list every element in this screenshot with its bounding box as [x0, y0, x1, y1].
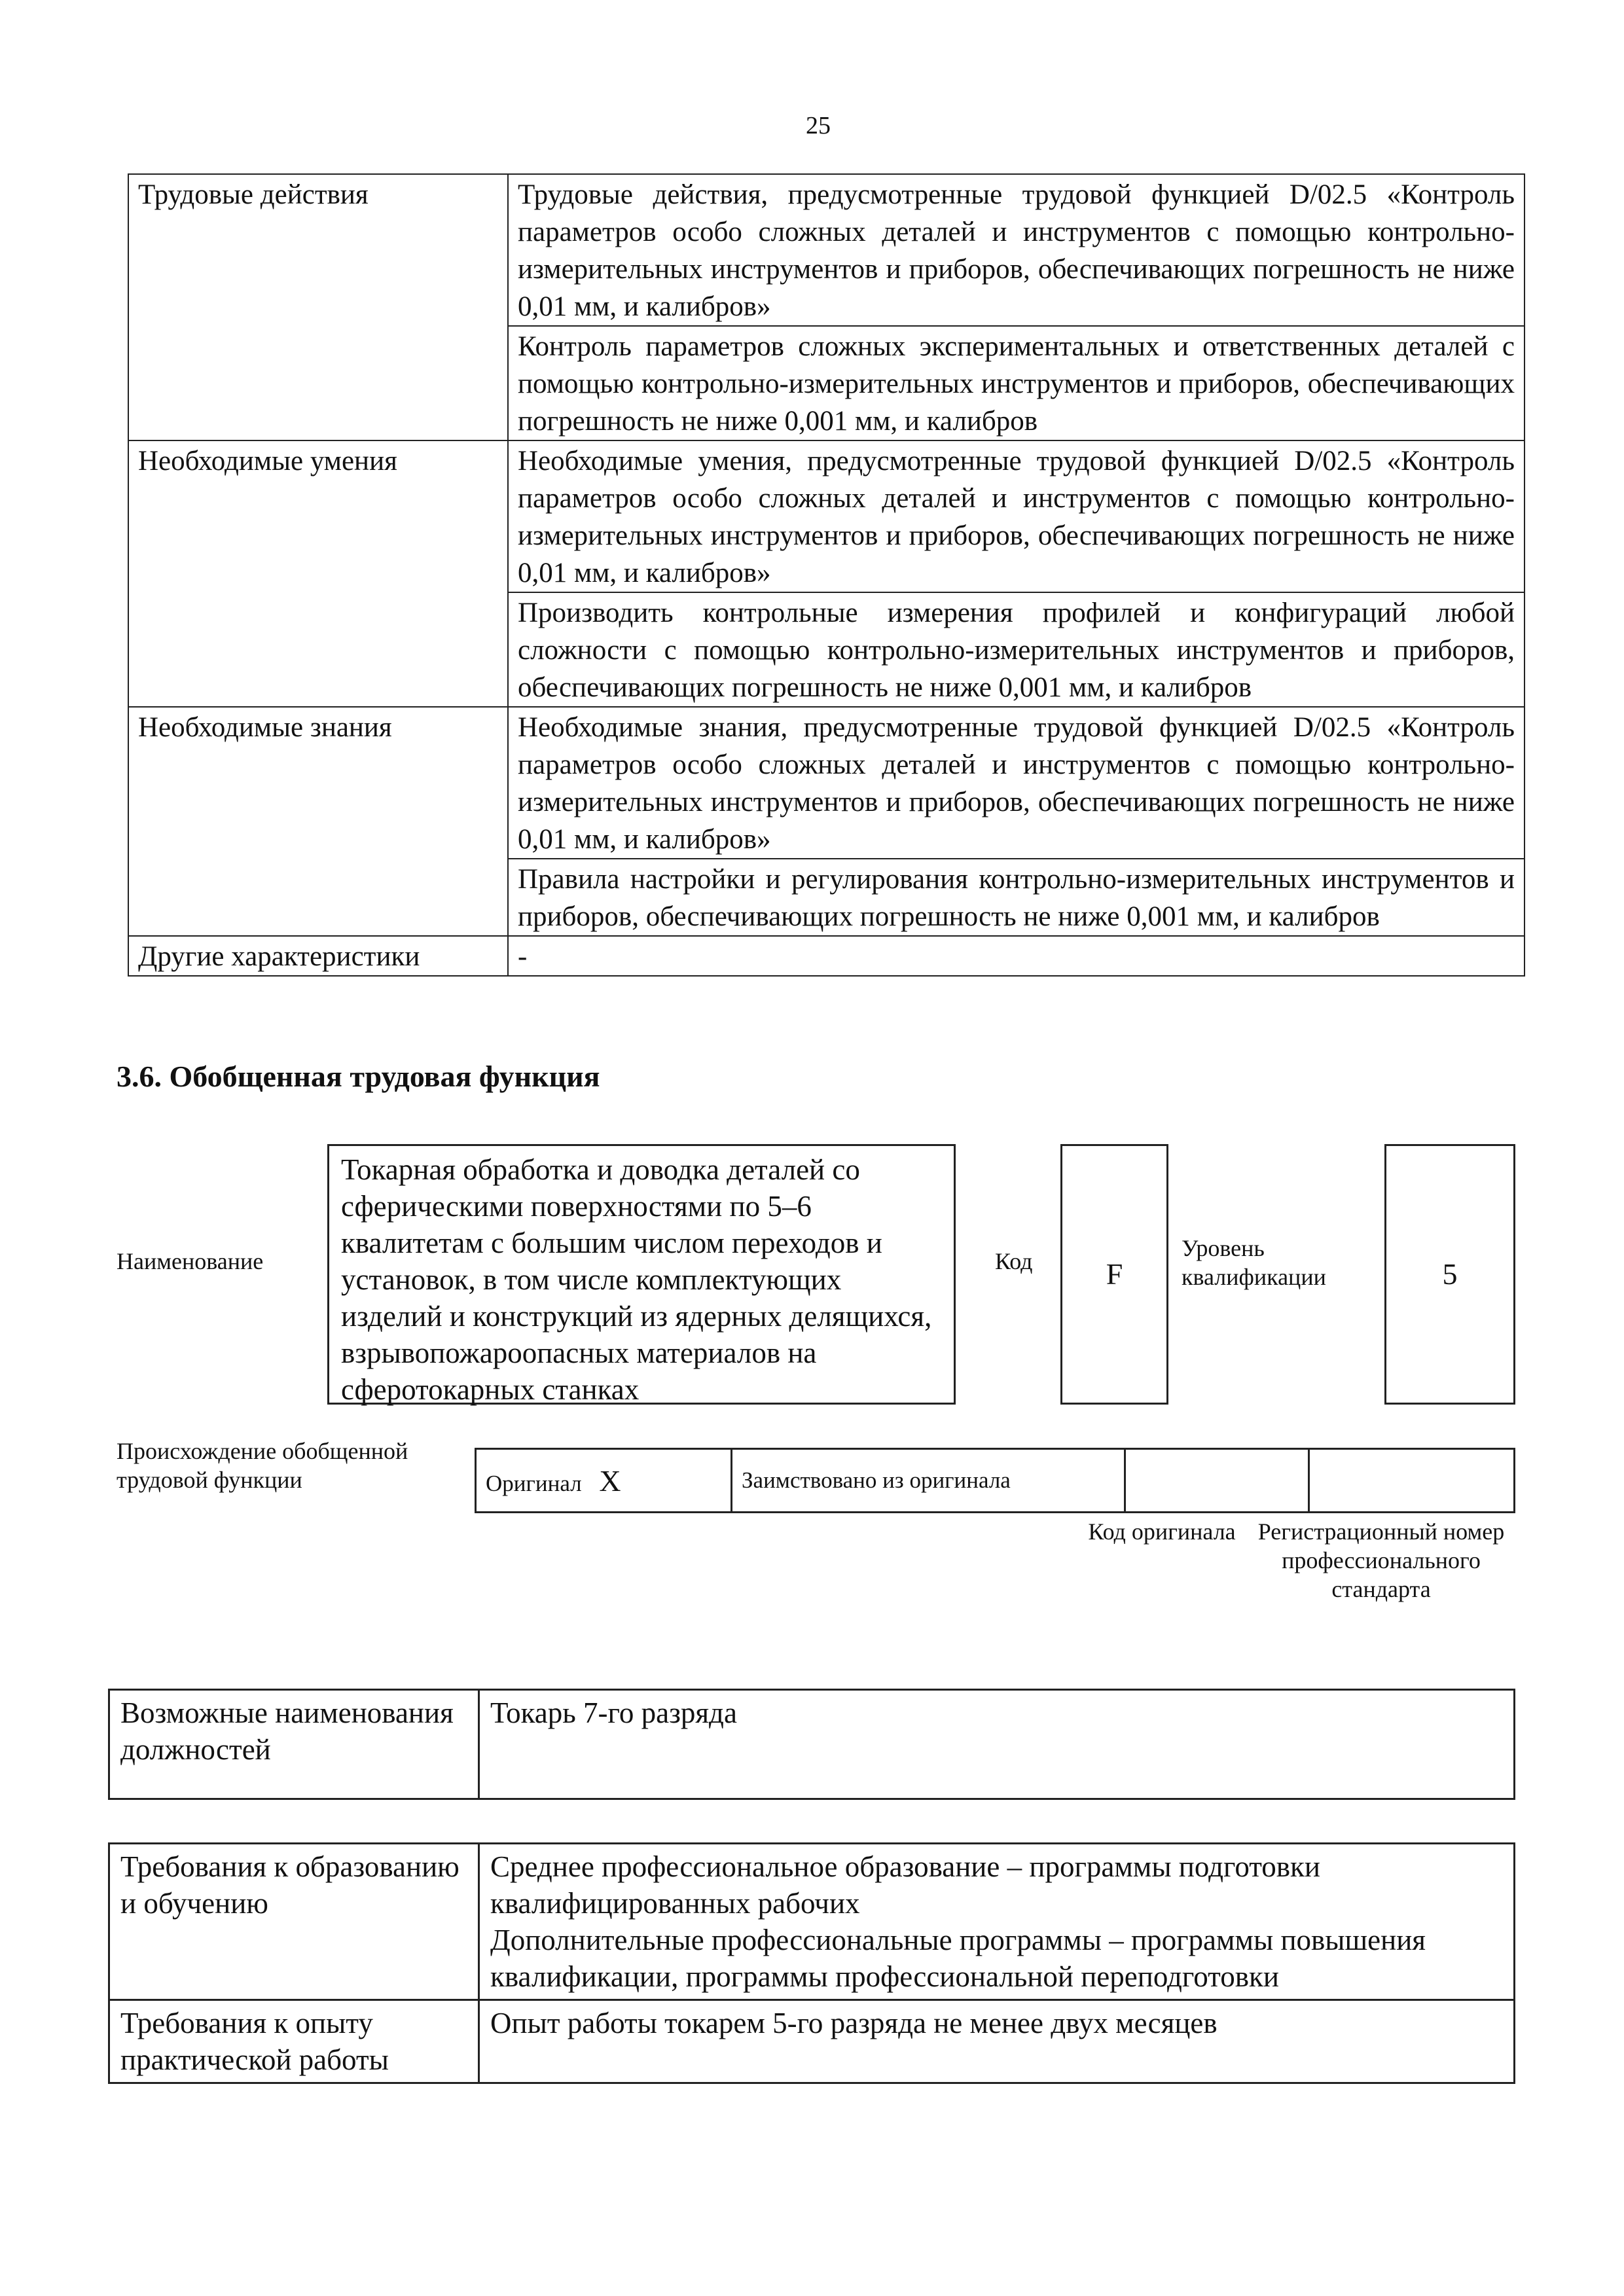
original-code-cell	[1125, 1449, 1309, 1513]
table-row	[128, 440, 1525, 592]
labor-functions-table	[128, 173, 1525, 977]
positions-label: Возможные наименования должностей	[109, 1690, 479, 1799]
education-line: Дополнительные профессиональные программы – программы повышения квалификации, программы профессиональной переподготовки	[490, 1924, 1426, 1993]
page-number: 25	[806, 112, 831, 139]
borrowed-cell: Заимствовано из оригинала	[732, 1449, 1125, 1513]
education-value	[479, 1844, 1515, 2000]
table-row	[476, 1449, 1515, 1513]
function-name-box: Токарная обработка и доводка деталей со сферическими поверхностями по 5–6 квалитетам с большим числом переходов и установок, в том числе комплектующих изделий и конструкций из ядерных делящихся, взрывопожароопасных материалов на сферотокарных станках	[327, 1144, 956, 1405]
origin-table	[475, 1448, 1515, 1513]
positions-value: Токарь 7-го разряда	[479, 1690, 1515, 1799]
table-row	[109, 1690, 1515, 1799]
experience-value: Опыт работы токарем 5-го разряда не менее двух месяцев	[479, 2000, 1515, 2083]
table-row	[128, 174, 1525, 326]
table-cell: Контроль параметров сложных экспериментальных и ответственных деталей с помощью контрольно-измерительных инструментов и приборов, обеспечивающих погрешность не ниже 0,001 мм, и калибров	[508, 326, 1525, 440]
table-row	[109, 1844, 1515, 2000]
row-label: Трудовые действия	[128, 174, 508, 440]
level-box: 5	[1384, 1144, 1515, 1405]
table-cell: Трудовые действия, предусмотренные трудовой функцией D/02.5 «Контроль параметров особо сложных деталей и инструментов с помощью контрольно-измерительных инструментов и приборов, обеспечивающих погрешность не ниже 0,01 мм, и калибров»	[508, 174, 1525, 326]
table-row	[128, 707, 1525, 859]
table-cell: Производить контрольные измерения профилей и конфигураций любой сложности с помощью контрольно-измерительных инструментов и приборов, обеспечивающих погрешность не ниже 0,001 мм, и калибров	[508, 592, 1525, 707]
original-cell	[476, 1449, 732, 1513]
positions-table	[108, 1689, 1515, 1800]
origin-label: Происхождение обобщенной трудовой функции	[117, 1438, 408, 1493]
table-row	[109, 2000, 1515, 2083]
registration-caption: Регистрационный номер профессионального стандарта	[1257, 1518, 1505, 1602]
education-label: Требования к образованию и обучению	[109, 1844, 479, 2000]
table-cell: Правила настройки и регулирования контрольно-измерительных инструментов и приборов, обеспечивающих погрешность не ниже 0,001 мм, и калибров	[508, 859, 1525, 936]
name-label: Наименование	[117, 1248, 264, 1274]
table-cell: Необходимые знания, предусмотренные трудовой функцией D/02.5 «Контроль параметров особо сложных деталей и инструментов с помощью контрольно-измерительных инструментов и приборов, обеспечивающих погрешность не ниже 0,01 мм, и калибров»	[508, 707, 1525, 859]
original-mark: X	[599, 1463, 621, 1498]
table-row	[128, 936, 1525, 976]
table-cell: Необходимые умения, предусмотренные трудовой функцией D/02.5 «Контроль параметров особо сложных деталей и инструментов с помощью контрольно-измерительных инструментов и приборов, обеспечивающих погрешность не ниже 0,01 мм, и калибров»	[508, 440, 1525, 592]
level-label: Уровень квалификации	[1182, 1235, 1326, 1290]
education-line: Среднее профессиональное образование – программы подготовки квалифицированных рабочих	[490, 1850, 1320, 1920]
section-title: 3.6. Обобщенная трудовая функция	[117, 1060, 600, 1093]
code-caption: Код оригинала	[1088, 1518, 1236, 1545]
requirements-table	[108, 1842, 1515, 2084]
experience-label: Требования к опыту практической работы	[109, 2000, 479, 2083]
row-label: Необходимые знания	[128, 707, 508, 936]
table-cell: -	[508, 936, 1525, 976]
code-label: Код	[995, 1248, 1033, 1274]
registration-number-cell	[1309, 1449, 1515, 1513]
row-label: Другие характеристики	[128, 936, 508, 976]
row-label: Необходимые умения	[128, 440, 508, 707]
code-box: F	[1060, 1144, 1168, 1405]
original-label: Оригинал	[486, 1470, 582, 1496]
